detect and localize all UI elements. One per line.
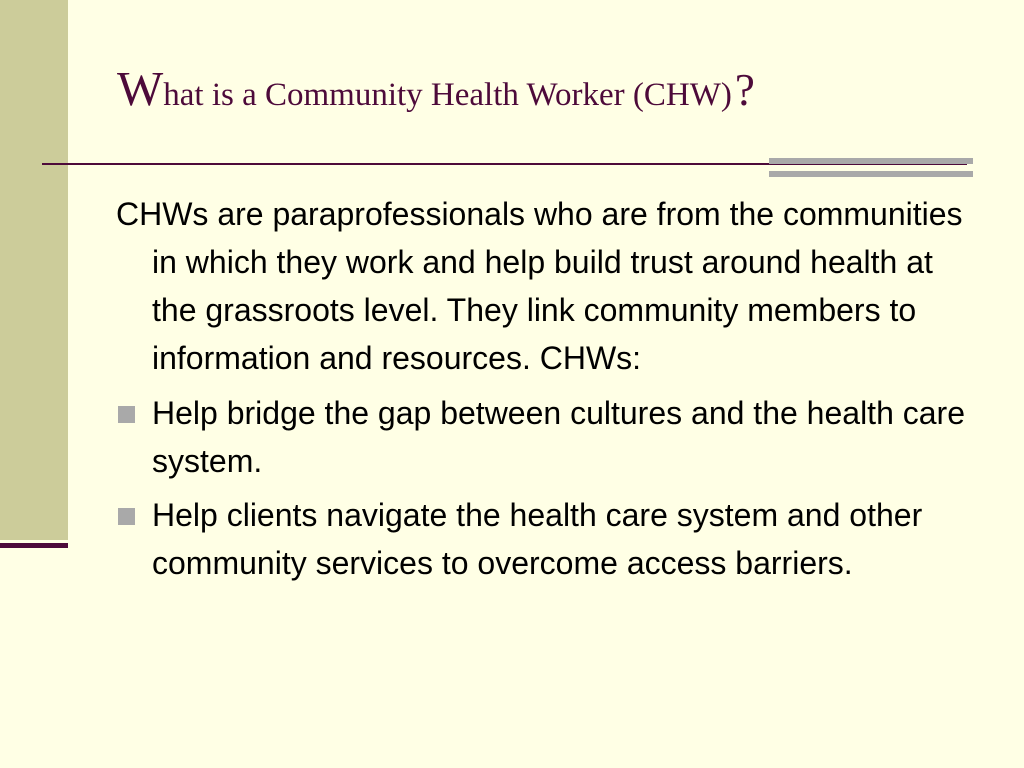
- left-band-underline: [0, 543, 68, 548]
- square-bullet-icon: [118, 406, 135, 423]
- bullet-list: [116, 389, 976, 587]
- title-first-letter: W: [117, 61, 164, 116]
- bullet-text: Help clients navigate the health care system and other community services to overcome access barriers.: [152, 497, 923, 581]
- accent-bar-top: [769, 158, 973, 164]
- slide-title: [117, 61, 755, 116]
- list-item: [116, 389, 976, 485]
- title-text: hat is a Community Health Worker (CHW): [163, 77, 732, 113]
- square-bullet-icon: [118, 508, 135, 525]
- title-question-mark: ?: [734, 65, 755, 115]
- intro-paragraph: CHWs are paraprofessionals who are from the communities in which they work and help build trust around health at the grassroots level. They link community members to information and resources. CHWs:: [116, 196, 963, 376]
- bullet-text: Help bridge the gap between cultures and the health care system.: [152, 395, 965, 479]
- accent-bar-bottom: [769, 171, 973, 177]
- list-item: [116, 491, 976, 587]
- slide-body: [116, 190, 976, 593]
- left-decorative-band: [0, 0, 68, 540]
